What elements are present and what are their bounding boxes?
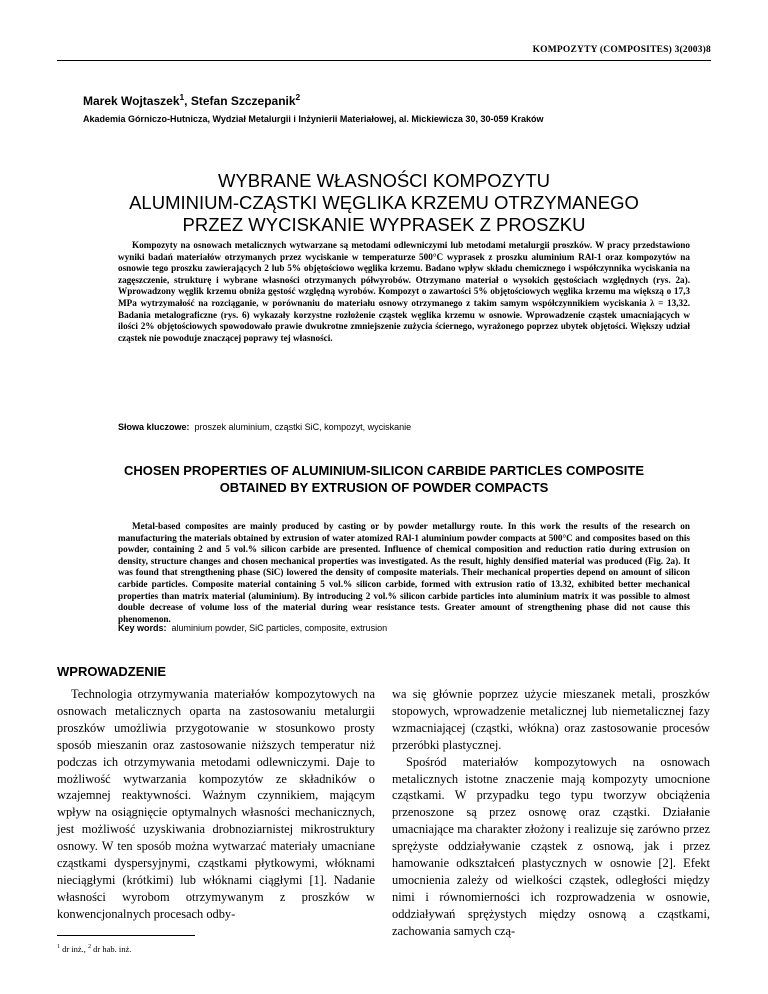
section-heading: WPROWADZENIE (57, 664, 167, 679)
title-english (100, 462, 668, 496)
abstract-english: Metal-based composites are mainly produced by casting or by powder metallurgy route. In this work the results of the research on manufacturing the materials obtained by extrusion of water atomized RAl-1 aluminium powder compacts at 500°C and composites based on this powder, containing 2 and 5 vol.% silicon carbide are presented. Influence of chemical composition and reduction ratio during extrusion on density, structure changes and chosen mechanical properties was investigated. As the result, highly densified material was produced (Fig. 2a). It was found that strengthening phase (SiC) lowered the density of composite materials. Their mechanical properties depend on amount of silicon carbide particles. Composite material containing 5 vol.% silicon carbide, formed with extrusion ratio of 13.32, exhibited better mechanical properties than matrix material (aluminium). By introducing 2 vol.% silicon carbide particles into aluminium matrix it was possible to almost double decrease of volume loss of the material during wear resistance tests. Greater amount of strengthening phase did not cause this phenomenon. (118, 521, 690, 624)
header-rule (57, 60, 711, 61)
keywords-english-label: Key words: (118, 623, 167, 633)
abstract-polish: Kompozyty na osnowach metalicznych wytwarzane są metodami odlewniczymi lub metodami metalurgii proszków. W pracy przedstawiono wyniki badań materiałów otrzymanych przez wyciskanie w temperaturze 500°C wyprasek z proszku aluminium RAl-1 oraz kompozytów na osnowie tego proszku zawierających 2 lub 5% objętościowo węglika krzemu. Badano wpływ składu chemicznego i współczynnika wyciskania na zagęszczenie, strukturę i wybrane własności otrzymanych półwyrobów. Otrzymano materiał o wysokich gęstościach względnych (rys. 2a). Wprowadzony węglik krzemu obniża gęstość względną wyrobów. Kompozyt o zawartości 5% objętościowych węglika krzemu ma większą o 17,3 MPa wytrzymałość na rozciąganie, w porównaniu do materiału osnowy otrzymanego z takim samym współczynnikiem wyciskania λ = 13,32. Badania metalograficzne (rys. 6) wykazały korzystne rozłożenie cząstek węglika krzemu w osnowie. Wprowadzenie cząstek umacniających w ilości 2% objętościowych spowodowało prawie dwukrotne zmniejszenie zużycia ściernego, wyrażonego poprzez ubytek objętości. Większy udział cząstek nie powoduje znaczącej poprawy tej własności. (118, 240, 690, 343)
body-column-left (57, 686, 375, 923)
authors (83, 94, 300, 108)
keywords-english-text: aluminium powder, SiC particles, composite, extrusion (171, 623, 388, 633)
footnote-mark-1: 1 (57, 944, 60, 951)
title-polish-line-2: ALUMINIUM-CZĄSTKI WĘGLIKA KRZEMU OTRZYMANEGO (129, 192, 639, 213)
affiliation: Akademia Górniczo-Hutnicza, Wydział Metalurgii i Inżynierii Materiałowej, al. Mickiewicza 30, 30-059 Kraków (83, 114, 544, 124)
keywords-english (118, 623, 387, 633)
footnote (57, 944, 131, 954)
title-english-line-1: CHOSEN PROPERTIES OF ALUMINIUM-SILICON CARBIDE PARTICLES COMPOSITE (123, 463, 645, 478)
keywords-polish (118, 422, 411, 432)
title-polish-line-1: WYBRANE WŁASNOŚCI KOMPOZYTU (217, 170, 550, 191)
author-1-mark: 1 (179, 92, 185, 102)
footnote-text-2: dr hab. inż. (91, 944, 132, 954)
body-paragraph: wa się głównie poprzez użycie mieszanek metali, proszków stopowych, wprowadzenie metalicznej lub niemetalicznej fazy wzmacniającej (cząstki, włókna) oraz zastosowanie procesów przeróbki plastycznej. (392, 687, 710, 752)
footnote-mark-2: 2 (88, 944, 92, 951)
author-2: Stefan Szczepanik (190, 94, 296, 108)
keywords-polish-label: Słowa kluczowe: (118, 422, 190, 432)
body-column-right (392, 686, 710, 940)
body-paragraph: Spośród materiałów kompozytowych na osnowach metalicznych istotne znaczenie mają kompozyty umocnione cząstkami. W przypadku tego typu tworzyw obciążenia przenoszone są przez osnowę oraz cząstki. Działanie umacniające ma charakter złożony i realizuje się zarówno przez sprężyste oddziaływanie cząstek z osnową, jak i przez hamowanie odkształceń plastycznych w osnowie [2]. Efekt umocnienia zależy od wielkości cząstek, odległości między nimi i równomierności ich rozprowadzenia w osnowie, oddziaływań sprężystych między osnową a cząstkami, zachowania samych czą- (392, 754, 710, 938)
journal-header: KOMPOZYTY (COMPOSITES) 3(2003)8 (532, 45, 711, 55)
title-polish (100, 170, 668, 236)
title-english-line-2: OBTAINED BY EXTRUSION OF POWDER COMPACTS (219, 480, 549, 495)
keywords-polish-text: proszek aluminium, cząstki SiC, kompozyt, wyciskanie (194, 422, 412, 432)
author-2-mark: 2 (295, 92, 301, 102)
footnote-rule (57, 935, 195, 936)
title-polish-line-3: PRZEZ WYCISKANIE WYPRASEK Z PROSZKU (182, 214, 586, 235)
body-paragraph: Technologia otrzymywania materiałów kompozytowych na osnowach metalicznych oparta na zastosowaniu metalurgii proszków umożliwia przygotowanie w stosunkowo prosty sposób mieszanin oraz zastosowanie niższych temperatur niż podczas ich otrzymywania metodami odlewniczymi. Daje to możliwość wytwarzania kompozytów ze składników o wzajemnej reaktywności. Ważnym czynnikiem, mającym wpływ na osiągnięcie optymalnych własności mechanicznych, jest możliwość uzyskiwania drobnoziarnistej mikrostruktury osnowy. W ten sposób można wytwarzać materiały umacniane cząstkami dyspersyjnymi, cząstkami płytkowymi, włóknami nieciągłymi (krótkimi) lub włóknami ciągłymi [1]. Nadanie własności wyrobom otrzymywanym z proszków w konwencjonalnych procesach odby- (57, 687, 375, 921)
author-1: Marek Wojtaszek (83, 94, 180, 108)
footnote-text-1: dr inż., (59, 944, 89, 954)
author-separator: , (184, 94, 191, 108)
